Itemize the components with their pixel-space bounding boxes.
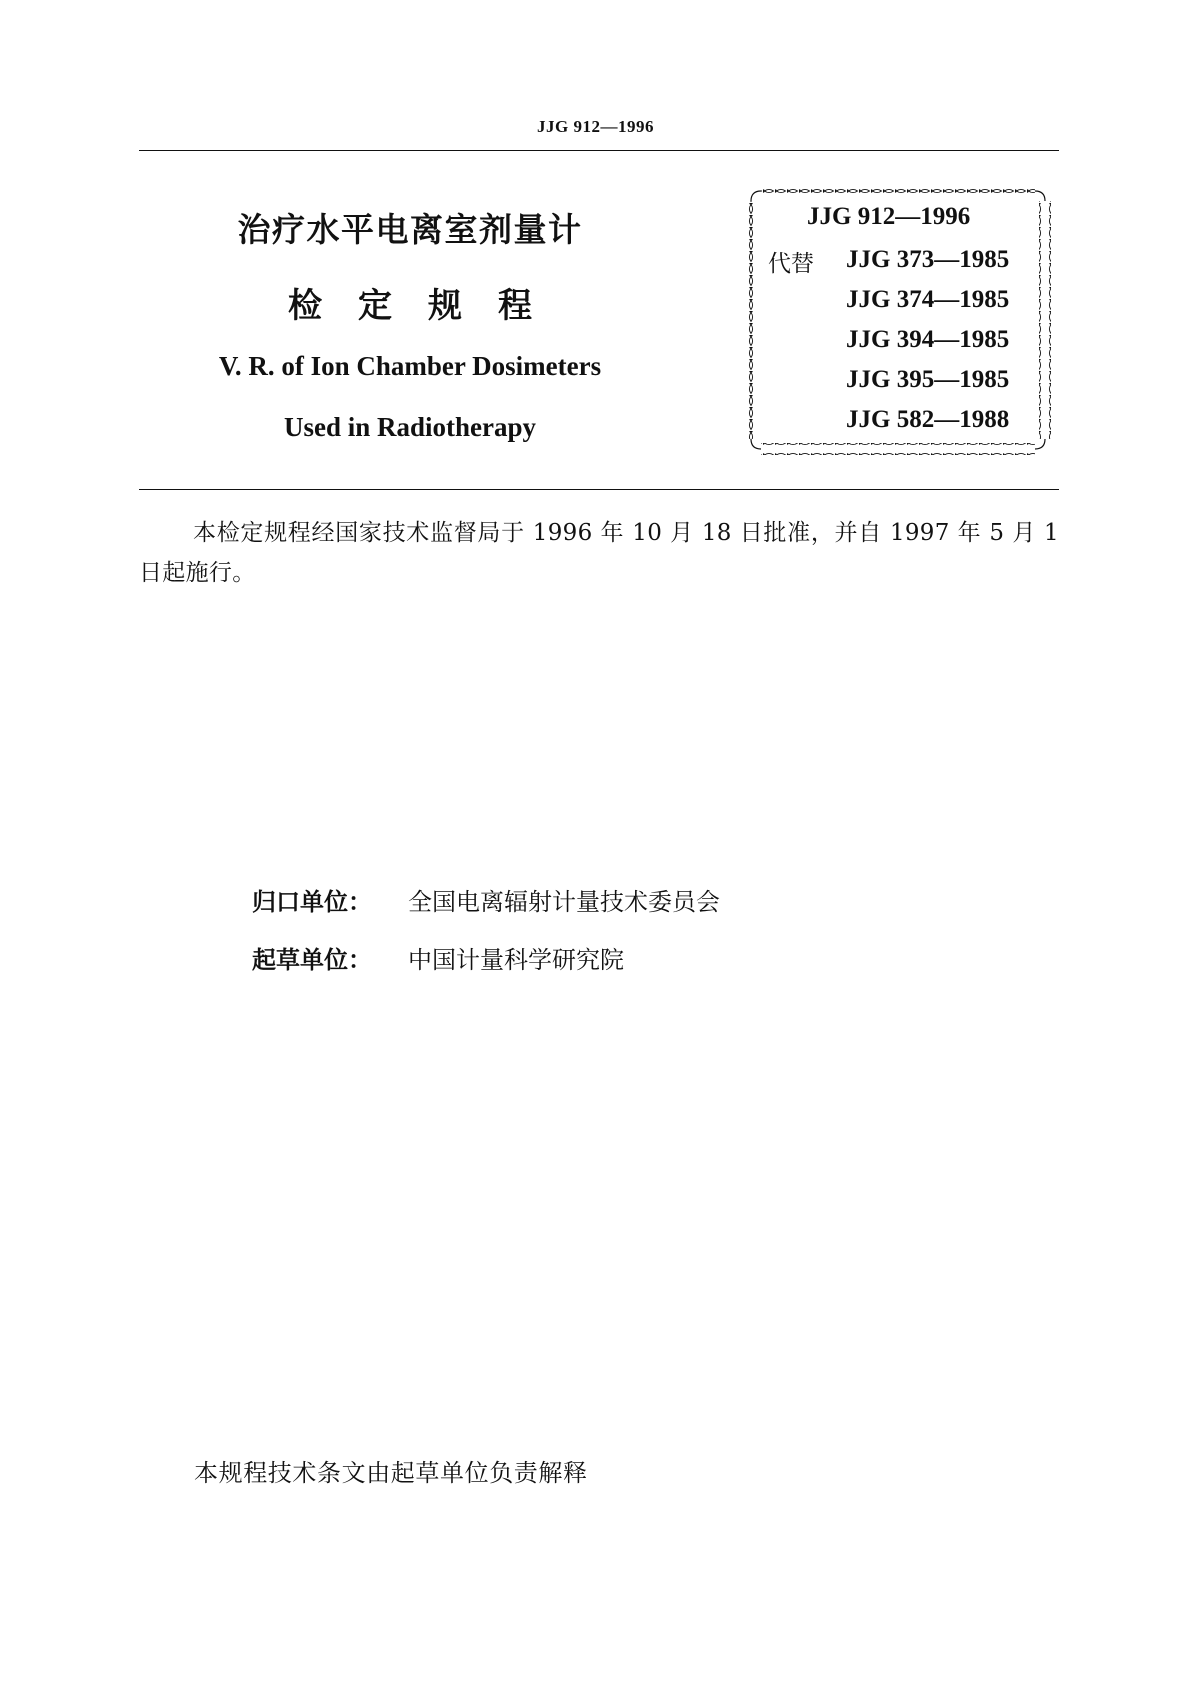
replaced-standard: JJG 395—1985 — [846, 366, 1010, 393]
standard-code: JJG 912—1996 — [807, 203, 971, 230]
title-english-line2: Used in Radiotherapy — [283, 412, 537, 442]
drafting-unit-label: 起草单位： — [252, 946, 372, 974]
responsible-unit-label: 归口单位： — [252, 888, 372, 916]
title-english-line1: V. R. of Ion Chamber Dosimeters — [218, 351, 602, 381]
drafting-unit-value: 中国计量科学研究院 — [408, 946, 624, 974]
responsible-unit-row — [252, 882, 720, 917]
replaced-standard: JJG 394—1985 — [846, 326, 1010, 353]
title-chinese-line1: 治疗水平电离室剂量计 — [237, 210, 583, 249]
replaced-standards-list — [846, 245, 1046, 445]
replaced-standard: JJG 374—1985 — [846, 286, 1010, 313]
replaces-label: 代替 — [768, 251, 814, 277]
title-chinese-line2: 检定规程 — [288, 286, 568, 326]
interpretation-note: 本规程技术条文由起草单位负责解释 — [194, 1459, 588, 1487]
approval-statement: 本检定规程经国家技术监督局于 1996 年 10 月 18 日批准，并自 1997 年 5 月 1日起施行。 — [139, 520, 1059, 586]
replaced-standard: JJG 373—1985 — [846, 246, 1010, 273]
section-rule — [139, 489, 1059, 490]
running-header: JJG 912—1996 — [537, 117, 654, 136]
drafting-unit-row — [252, 940, 624, 975]
responsible-unit-value: 全国电离辐射计量技术委员会 — [408, 888, 720, 916]
header-rule — [139, 150, 1059, 151]
replaced-standard: JJG 582—1988 — [846, 406, 1010, 433]
